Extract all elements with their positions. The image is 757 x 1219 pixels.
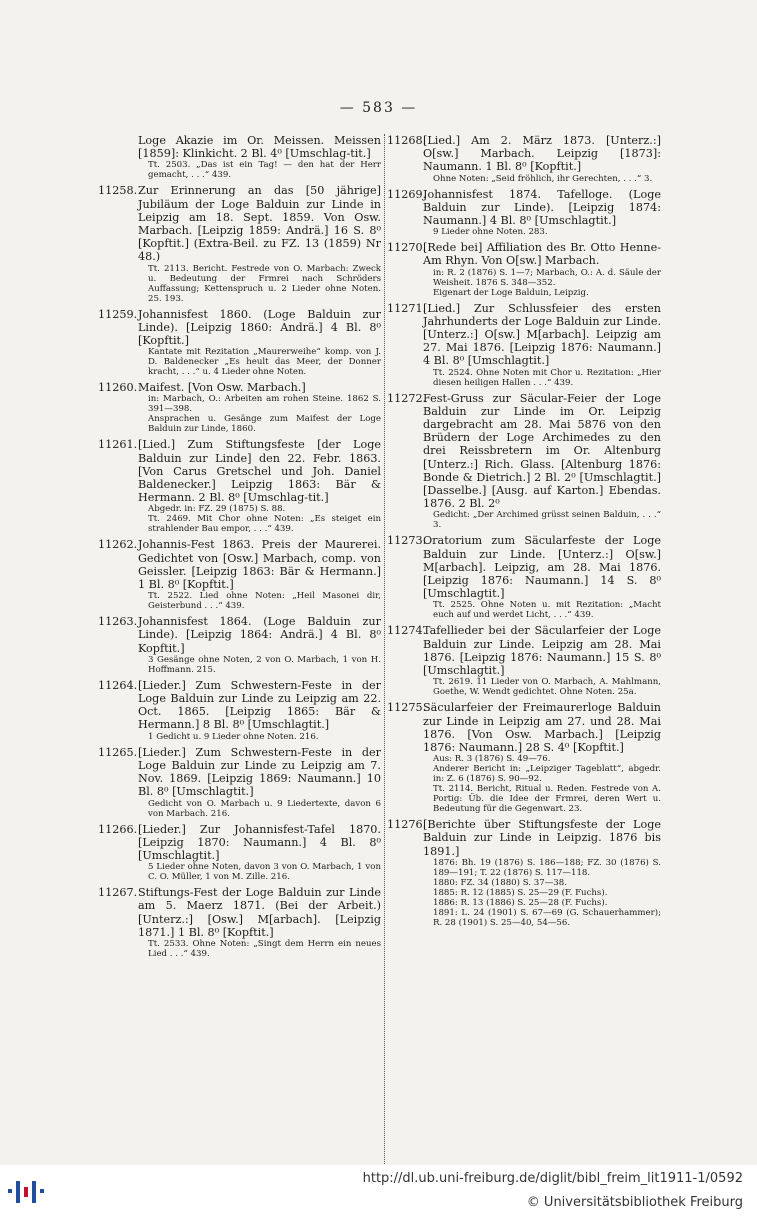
entry-number: 11265.: [98, 745, 138, 759]
entry-note: Tt. 2113. Bericht. Festrede von O. Marbach: Zweck u. Bedeutung der Frmrei nach Schröders Auffassung; Kettenspruch u. 2 Lieder ohne Noten. 25. 193.: [148, 263, 381, 304]
entry-note: 1891: L. 24 (1901) S. 67—69 (G. Schauerhammer); R. 28 (1901) S. 25—40, 54—56.: [433, 907, 661, 928]
catalog-entry: [387, 534, 661, 620]
entry-note: Tt. 2522. Lied ohne Noten: „Heil Masonei dir, Geisterbund . . .“ 439.: [148, 591, 381, 612]
entry-note: Tt. 2533. Ohne Noten: „Singt dem Herrn ein neues Lied . . .“ 439.: [148, 938, 381, 959]
entry-text: Johannis-Fest 1863. Preis der Maurerei. Gedichtet von [Osw.] Marbach, comp. von Geissler. [Leipzig 1863: Bär & Hermann.] 1 Bl. 8⁰ [Kopftit.]: [138, 538, 381, 592]
entry-number: 11263.: [98, 615, 138, 629]
entry-note: Tt. 2503. „Das ist ein Tag! — den hat der Herr gemacht, . . .“ 439.: [148, 160, 381, 181]
entry-note: Ohne Noten: „Seid fröhlich, ihr Gerechten, . . .“ 3.: [433, 173, 653, 184]
entry-number: 11271.: [387, 301, 427, 315]
entry-text: Loge Akazie im Or. Meissen. Meissen [1859]: Klinkicht. 2 Bl. 4⁰ [Umschlag-tit.]: [138, 134, 381, 161]
catalog-entry: [387, 134, 661, 184]
entry-note: 1876: Bh. 19 (1876) S. 186—188; FZ. 30 (1876) S. 189—191; T. 22 (1876) S. 117—118.: [433, 857, 661, 878]
entry-number: 11264.: [98, 678, 138, 692]
entry-note: in: Marbach, O.: Arbeiten am rohen Steine. 1862 S. 391—398.: [148, 394, 381, 415]
catalog-entry: [387, 241, 661, 297]
entry-note: Tt. 2114. Bericht, Ritual u. Reden. Festrede von A. Portig: Üb. die Idee der Frmrei, deren Wert u. Bedeutung für die Gegenwart. 23.: [433, 784, 661, 815]
entry-text: Johannisfest 1874. Tafelloge. (Loge Balduin zur Linde). [Leipzig 1874: Naumann.] 4 Bl. 8⁰ [Umschlagtit.]: [423, 187, 661, 228]
entry-text: Stiftungs-Fest der Loge Balduin zur Linde am 5. Maerz 1871. (Bei der Arbeit.) [Unterz.:] [Osw.] M[arbach]. [Leipzig 1871.] 1 Bl. 8⁰ [Kopftit.]: [138, 886, 381, 939]
catalog-entry: [387, 302, 661, 388]
page-url-link[interactable]: http://dl.ub.uni-freiburg.de/diglit/bibl_freim_lit1911-1/0592: [362, 1171, 743, 1186]
entry-note: 9 Lieder ohne Noten. 283.: [433, 227, 548, 238]
copyright-notice: © Universitätsbibliothek Freiburg: [526, 1195, 743, 1210]
entry-number: 11269.: [387, 187, 427, 201]
right-column: [387, 134, 661, 932]
entry-number: 11274.: [387, 624, 427, 638]
catalog-entry: [98, 823, 381, 883]
catalog-entry: [98, 615, 381, 675]
page-number: — 583 —: [339, 100, 418, 116]
entry-number: 11266.: [98, 822, 138, 836]
entry-note: Tt. 2525. Ohne Noten u. mit Rezitation: „Macht euch auf und werdet Licht, . . .“ 439.: [433, 600, 661, 621]
catalog-entry: [387, 624, 661, 697]
entry-text: Johannisfest 1860. (Loge Balduin zur Linde). [Leipzig 1860: Andrä.] 4 Bl. 8⁰ [Kopftit.]: [138, 307, 381, 348]
entry-text: [Lied.] Zum Stiftungsfeste [der Loge Balduin zur Linde] den 22. Febr. 1863. [Von Carus Gretschel und Joh. Daniel Baldenecker.] Leipzig 1863: Bär & Hermann. 2 Bl. 8⁰ [Umschlag-tit.]: [138, 438, 381, 505]
entry-note: in: R. 2 (1876) S. 1—7; Marbach, O.: A. d. Säule der Weisheit. 1876 S. 348—352.: [433, 267, 661, 288]
catalog-entry: [98, 438, 381, 534]
entry-text: Maifest. [Von Osw. Marbach.]: [138, 381, 306, 395]
entry-note: Tt. 2469. Mit Chor ohne Noten: „Es steiget ein strahlender Bau empor, . . .“ 439.: [148, 514, 381, 535]
entry-note: Anderer Bericht in: „Leipziger Tageblatt“, abgedr. in: Z. 6 (1876) S. 90—92.: [433, 764, 661, 785]
entry-number: 11275.: [387, 701, 427, 715]
entry-text: [Lieder.] Zur Johannisfest-Tafel 1870. [Leipzig 1870: Naumann.] 4 Bl. 8⁰ [Umschlagtit.]: [138, 822, 381, 862]
catalog-entry: [387, 701, 661, 814]
entry-number: 11272.: [387, 391, 427, 405]
entry-note: 1885: R. 12 (1885) S. 25—29 (F. Fuchs).: [433, 887, 608, 898]
entry-text: [Rede bei] Affiliation des Br. Otto Henne-Am Rhyn. Von O[sw.] Marbach.: [423, 241, 661, 268]
catalog-entry: [387, 188, 661, 238]
entry-text: Säcularfeier der Freimaurerloge Balduin zur Linde in Leipzig am 27. und 28. Mai 1876. [Von Osw. Marbach.] [Leipzig 1876: Naumann.] 28 S. 4⁰ [Kopftit.]: [423, 701, 661, 754]
entry-text: Zur Erinnerung an das [50 jährige] Jubiläum der Loge Balduin zur Linde in Leipzig am 18. Sept. 1859. Von Osw. Marbach. [Leipzig 1859: Andrä.] 16 S. 8⁰ [Kopftit.] (Extra-Beil. zu FZ. 13 (1859) Nr 48.): [138, 184, 381, 264]
entry-note: Abgedr. in: FZ. 29 (1875) S. 88.: [148, 504, 286, 515]
library-logo-icon: [6, 1177, 46, 1207]
entry-note: Aus: R. 3 (1876) S. 49—76.: [433, 754, 551, 765]
entry-text: [Lied.] Am 2. März 1873. [Unterz.:] O[sw.] Marbach. Leipzig [1873]: Naumann. 1 Bl. 8⁰ [Kopftit.]: [423, 134, 661, 174]
entry-number: 11261.: [98, 438, 138, 452]
entry-text: [Lieder.] Zum Schwestern-Feste in der Loge Balduin zur Linde zu Leipzig am 7. Nov. 1869. [Leipzig 1869: Naumann.] 10 Bl. 8⁰ [Umschlagtit.]: [138, 745, 381, 799]
catalog-entry: [98, 679, 381, 742]
entry-number: 11267.: [98, 886, 138, 900]
entry-number: 11258.: [98, 184, 138, 198]
column-divider: [384, 134, 385, 1164]
catalog-entry: [98, 134, 381, 180]
entry-note: 1886: R. 13 (1886) S. 25—28 (F. Fuchs).: [433, 897, 608, 908]
entry-number: 11268.: [387, 134, 427, 147]
catalog-entry: [387, 818, 661, 928]
entry-text: Johannisfest 1864. (Loge Balduin zur Linde). [Leipzig 1864: Andrä.] 4 Bl. 8⁰ Kopftit.]: [138, 615, 381, 655]
entry-note: 1880: FZ. 34 (1880) S. 37—38.: [433, 877, 567, 888]
entry-note: 3 Gesänge ohne Noten, 2 von O. Marbach, 1 von H. Hoffmann. 215.: [148, 654, 381, 675]
entry-number: 11273.: [387, 534, 427, 548]
entry-note: Gedicht von O. Marbach u. 9 Liedertexte, davon 6 von Marbach. 216.: [148, 798, 381, 819]
entry-text: Fest-Gruss zur Säcular-Feier der Loge Balduin zur Linde im Or. Leipzig dargebracht am 28. Mai 5876 von den Brüdern der Loge Archimedes zu den drei Reissbretern im Or. Altenburg [Unterz.:] Rich. Glass. [Altenburg 1876: Bonde & Dietrich.] 2 Bl. 2⁰ [Umschlagtit.] [Dasselbe.] [Ausg. auf Karton.] Ebendas. 1876. 2 Bl. 2⁰: [423, 391, 661, 511]
entry-number: 11270.: [387, 241, 427, 255]
entry-note: Ansprachen u. Gesänge zum Maifest der Loge Balduin zur Linde, 1860.: [148, 414, 381, 435]
catalog-entry: [98, 381, 381, 434]
entry-note: 5 Lieder ohne Noten, davon 3 von O. Marbach, 1 von C. O. Müller, 1 von M. Zille. 216.: [148, 862, 381, 883]
entry-text: [Lied.] Zur Schlussfeier des ersten Jahrhunderts der Loge Balduin zur Linde. [Unterz.:] O[sw.] M[arbach]. Leipzig am 27. Mai 1876. [Leipzig 1876: Naumann.] 4 Bl. 8⁰ [Umschlagtit.]: [423, 301, 661, 368]
entry-note: Tt. 2524. Ohne Noten mit Chor u. Rezitation: „Hier diesen heiligen Hallen . . .“ 439.: [433, 367, 661, 388]
entry-number: 11276.: [387, 818, 427, 832]
entry-number: 11262.: [98, 538, 138, 552]
catalog-entry: [98, 308, 381, 378]
left-column: [98, 134, 381, 963]
entry-text: Tafellieder bei der Säcularfeier der Loge Balduin zur Linde. Leipzig am 28. Mai 1876. [Leipzig 1876: Naumann.] 15 S. 8⁰ [Umschlagtit.]: [423, 624, 661, 678]
catalog-entry: [98, 746, 381, 819]
entry-number: 11259.: [98, 307, 138, 321]
entry-note: 1 Gedicht u. 9 Lieder ohne Noten. 216.: [148, 731, 319, 742]
viewer-footer: [0, 1165, 757, 1219]
entry-text: [Berichte über Stiftungsfeste der Loge Balduin zur Linde in Leipzig. 1876 bis 1891.]: [423, 818, 661, 858]
catalog-entry: [387, 392, 661, 531]
entry-text: Oratorium zum Säcularfeste der Loge Balduin zur Linde. [Unterz.:] O[sw.] M[arbach]. Leipzig, am 28. Mai 1876. [Leipzig 1876: Naumann.] 14 S. 8⁰ [Umschlagtit.]: [423, 534, 661, 601]
entry-text: [Lieder.] Zum Schwestern-Feste in der Loge Balduin zur Linde zu Leipzig am 22. Oct. 1865. [Leipzig 1865: Bär & Hermann.] 8 Bl. 8⁰ [Umschlagtit.]: [138, 678, 381, 732]
entry-note: Gedicht: „Der Archimed grüsst seinen Balduin, . . .“ 3.: [433, 510, 661, 531]
entry-note: Kantate mit Rezitation „Maurerweihe“ komp. von J. D. Baldenecker „Es heult das Meer, der Donner kracht, . . .“ u. 4 Lieder ohne Noten.: [148, 347, 381, 378]
entry-note: Tt. 2619. 11 Lieder von O. Marbach, A. Mahlmann, Goethe, W. Wendt gedichtet. Ohne Noten. 25a.: [433, 677, 661, 698]
entry-note: Eigenart der Loge Balduin, Leipzig.: [433, 287, 589, 298]
catalog-entry: [98, 886, 381, 959]
entry-number: 11260.: [98, 381, 138, 395]
catalog-entry: [98, 184, 381, 303]
catalog-entry: [98, 538, 381, 611]
